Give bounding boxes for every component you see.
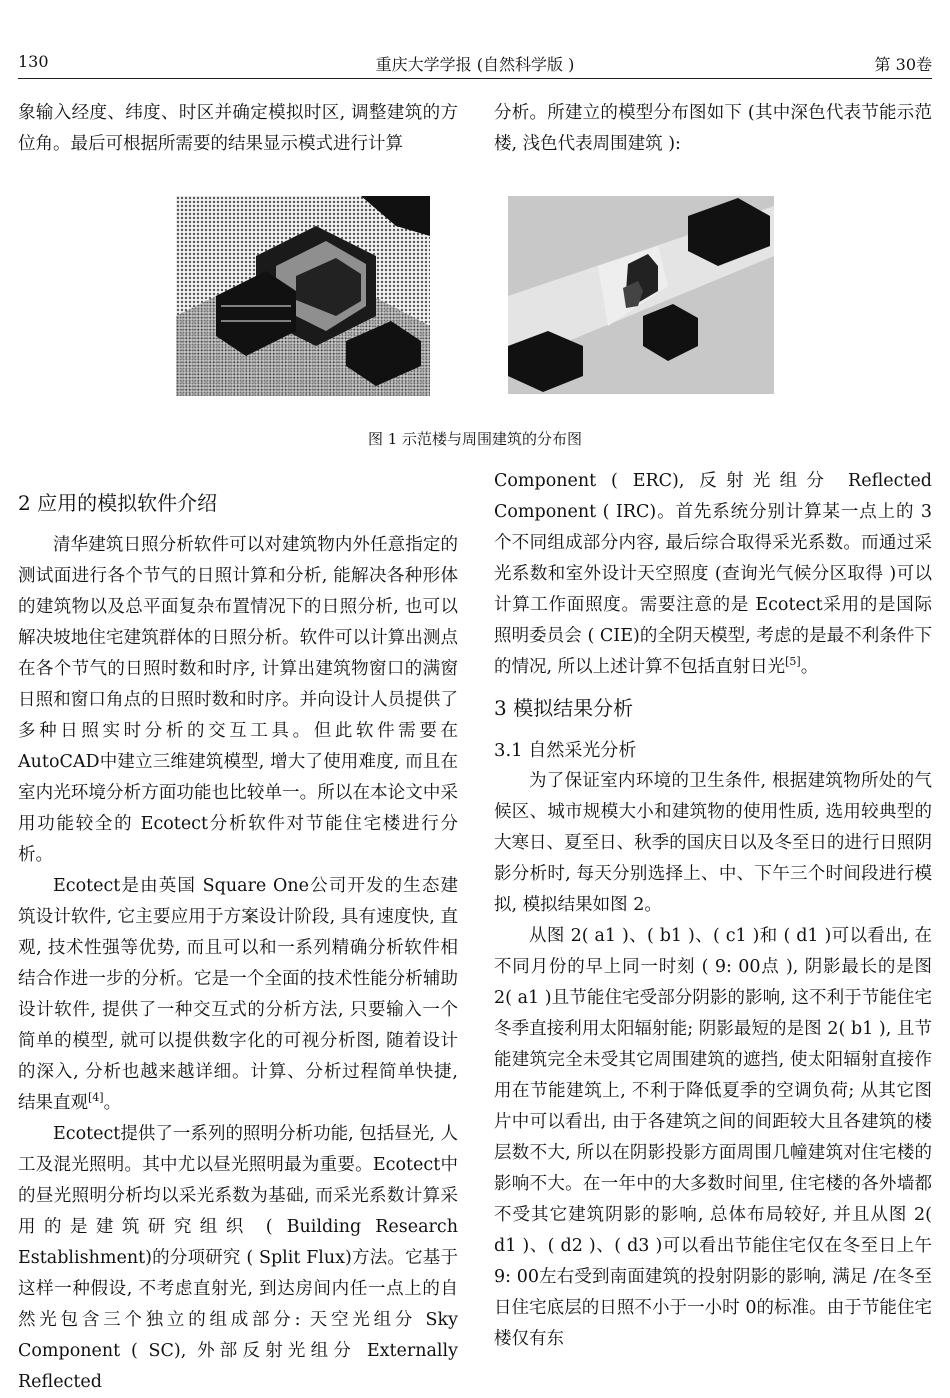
section-heading: 2 应用的模拟软件介绍 [18, 491, 218, 515]
paragraph: 分析。所建立的模型分布图如下 (其中深色代表节能示范楼, 浅色代表周围建筑 ): [494, 103, 932, 154]
paragraph: Ecotect提供了一系列的照明分析功能, 包括昼光, 人工及混光照明。其中尤以昼光照明最为重要。Ecotect中的昼光照明分析均以采光系数为基础, 而采光系数计算采用的是建筑研究组织 ( Building Research Establishment)的分项研究 ( Split Flux)方法。它基于这样一种假设, 不考虑直射光, 到达房间内任一点上的自然光包含三个独立的组成部分: 天空光组分 Sky Component ( SC), 外部反射光组分 Externally Reflected [18, 1124, 458, 1392]
figure-building-closeup [176, 196, 430, 396]
top-left-text [18, 98, 458, 160]
paragraph: Component ( ERC), 反射光组分 Reflected Component ( IRC)。首先系统分别计算某一点上的 3个不同组成部分内容, 最后综合取得采光系数。而通过采光系数和室外设计天空照度 (查询光气候分区取得 )可以计算工作面照度。需要注意的是 Ecotect采用的是国际照明委员会 ( CIE)的全阴天模型, 考虑的是最不利条件下的情况, 所以上述计算不包括直射日光[5]。 [494, 471, 932, 677]
subsection-heading: 3.1 自然采光分析 [494, 740, 637, 761]
journal-title: 重庆大学学报 (自然科学版 ) [375, 55, 575, 74]
running-header [18, 50, 932, 79]
paragraph: Ecotect是由英国 Square One公司开发的生态建筑设计软件, 它主要应用于方案设计阶段, 具有速度快, 直观, 技术性强等优势, 而且可以和一系列精确分析软件相结合作进一步的分析。它是一个全面的技术性能分析辅助设计软件, 提供了一种交互式的分析方法, 只要输入一个简单的模型, 就可以提供数字化的可视分析图, 随着设计的深入, 分析也越来越详细。计算、分析过程简单快捷, 结果直观[4]。 [18, 876, 458, 1113]
paragraph: 清华建筑日照分析软件可以对建筑物内外任意指定的测试面进行各个节气的日照计算和分析, 能解决各种形体的建筑物以及总平面复杂布置情况下的日照分析, 也可以解决坡地住宅建筑群体的日照分析。软件可以计算出测点在各个节气的日照时数和时序, 计算出建筑物窗口的满窗日照和窗口角点的日照时数和时序。并向设计人员提供了多种日照实时分析的交互工具。但此软件需要在 AutoCAD中建立三维建筑模型, 增大了使用难度, 而且在室内光环境分析方面功能也比较单一。所以在本论文中采用功能较全的 Ecotect分析软件对节能住宅楼进行分析。 [18, 535, 458, 865]
volume-label: 第 30卷 [874, 55, 932, 74]
citation: [4] [88, 1091, 104, 1105]
figure-site-layout [508, 196, 774, 394]
paragraph: 为了保证室内环境的卫生条件, 根据建筑物所处的气候区、城市规模大小和建筑物的使用性质, 选用较典型的大寒日、夏至日、秋季的国庆日以及冬至日的进行日照阴影分析时, 每天分别选择上、中、下午三个时间段进行模拟, 模拟结果如图 2。 [494, 771, 932, 915]
right-column [494, 466, 932, 1355]
top-right-text [494, 98, 932, 160]
figure-caption: 图 1 示范楼与周围建筑的分布图 [367, 430, 583, 448]
left-column [18, 478, 458, 1398]
paragraph: 象输入经度、纬度、时区并确定模拟时区, 调整建筑的方位角。最后可根据所需要的结果显示模式进行计算 [18, 103, 458, 154]
section-heading: 3 模拟结果分析 [494, 696, 634, 720]
citation: [5] [785, 655, 801, 669]
page-number: 130 [18, 52, 49, 71]
paragraph: 从图 2( a1 )、( b1 )、( c1 )和 ( d1 )可以看出, 在不同月份的早上同一时刻 ( 9: 00点 ), 阴影最长的是图 2( a1 )且节能住宅受部分阴影的影响, 这不利于节能住宅冬季直接利用太阳辐射能; 阴影最短的是图 2( b1 ), 且节能建筑完全未受其它周围建筑的遮挡, 使太阳辐射直接作用在节能建筑上, 不利于降低夏季的空调负荷; 从其它图片中可以看出, 由于各建筑之间的间距较大且各建筑的楼层数不大, 所以在阴影投影方面周围几幢建筑对住宅楼的影响不大。在一年中的大多数时间里, 住宅楼的各外墙都不受其它建筑阴影的影响, 总体布局较好, 并且从图 2( d1 )、( d2 )、( d3 )可以看出节能住宅仅在冬至日上午 9: 00左右受到南面建筑的投射阴影的影响, 满足 /在冬至日住宅底层的日照不小于一小时 0的标准。由于节能住宅楼仅有东 [494, 926, 932, 1349]
